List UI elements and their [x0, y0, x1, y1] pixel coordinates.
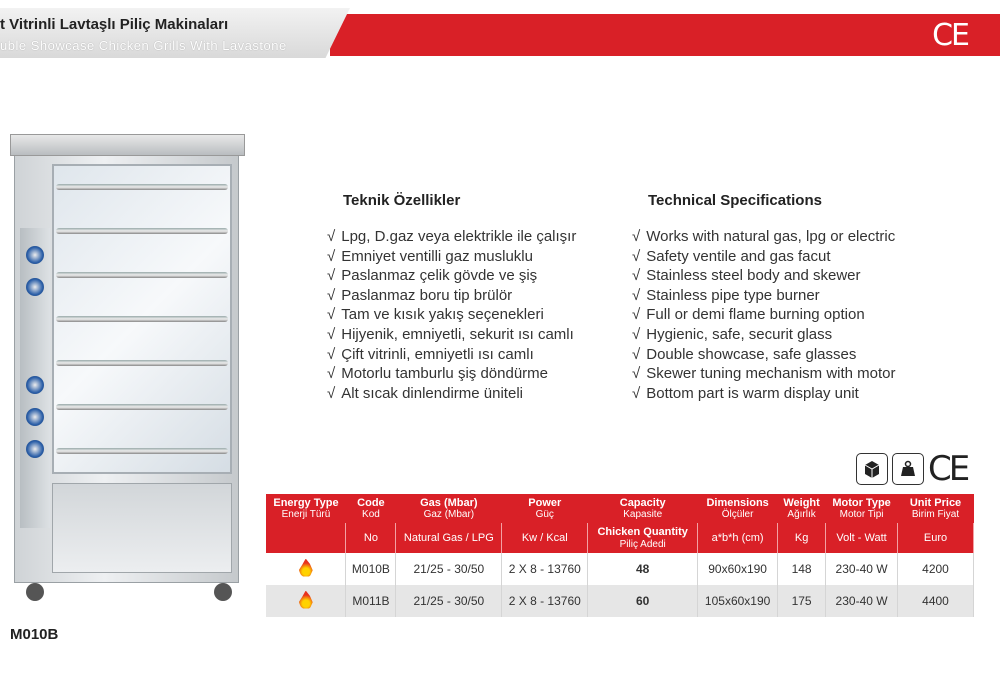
- list-item: √ Full or demi flame burning option: [632, 305, 896, 325]
- flame-icon: [299, 591, 313, 609]
- dimensions-cell: 105x60x190: [698, 585, 778, 617]
- specs-tr-list: [327, 227, 576, 403]
- list-item: √ Paslanmaz çelik gövde ve şiş: [327, 266, 576, 286]
- ce-mark: CE: [928, 449, 968, 489]
- skewer-rod: [56, 360, 228, 366]
- price-cell: 4400: [898, 585, 974, 617]
- motor-cell: 230-40 W: [826, 585, 898, 617]
- flame-icon: [299, 559, 313, 577]
- power-cell: 2 X 8 - 13760: [502, 553, 588, 585]
- list-item: √ Motorlu tamburlu şiş döndürme: [327, 364, 576, 384]
- list-item: √ Lpg, D.gaz veya elektrikle ile çalışır: [327, 227, 576, 247]
- wheel-icon: [214, 583, 232, 601]
- unit-code: No: [346, 523, 396, 553]
- list-item: √ Emniyet ventilli gaz musluklu: [327, 247, 576, 267]
- weight-icon: [892, 453, 924, 485]
- weight-cell: 148: [778, 553, 826, 585]
- product-image: [0, 138, 250, 608]
- certification-badges: [856, 449, 968, 489]
- page-title: t Vitrinli Lavtaşlı Piliç Makinaları: [0, 16, 229, 33]
- weight-cell: 175: [778, 585, 826, 617]
- skewer-rod: [56, 316, 228, 322]
- unit-gas: Natural Gas / LPG: [396, 523, 502, 553]
- price-table: [266, 494, 974, 617]
- list-item: √ Tam ve kısık yakış seçenekleri: [327, 305, 576, 325]
- capacity-cell: 60: [588, 585, 698, 617]
- skewer-rod: [56, 228, 228, 234]
- motor-cell: 230-40 W: [826, 553, 898, 585]
- unit-price: Euro: [898, 523, 974, 553]
- col-code: Code Kod: [346, 494, 396, 523]
- table-header-row: [266, 494, 974, 523]
- gas-knob-icon: [26, 376, 44, 394]
- unit-motor: Volt - Watt: [826, 523, 898, 553]
- col-gas: Gas (Mbar) Gaz (Mbar): [396, 494, 502, 523]
- col-motor-type: Motor Type Motor Tipi: [826, 494, 898, 523]
- code-cell: M010B: [346, 553, 396, 585]
- list-item: √ Alt sıcak dinlendirme üniteli: [327, 384, 576, 404]
- gas-knob-icon: [26, 278, 44, 296]
- col-dimensions: Dimensions Ölçüler: [698, 494, 778, 523]
- list-item: √ Çift vitrinli, emniyetli ısı camlı: [327, 345, 576, 365]
- skewer-rod: [56, 272, 228, 278]
- machine-top: [10, 134, 245, 156]
- wheel-icon: [26, 583, 44, 601]
- gas-knob-icon: [26, 246, 44, 264]
- price-cell: 4200: [898, 553, 974, 585]
- list-item: √ Bottom part is warm display unit: [632, 384, 896, 404]
- table-row: [266, 585, 974, 617]
- unit-weight: Kg: [778, 523, 826, 553]
- specs-en-title: Technical Specifications: [648, 192, 822, 209]
- col-capacity: Capacity Kapasite: [588, 494, 698, 523]
- power-cell: 2 X 8 - 13760: [502, 585, 588, 617]
- unit-power: Kw / Kcal: [502, 523, 588, 553]
- capacity-cell: 48: [588, 553, 698, 585]
- col-energy-type: Energy Type Enerji Türü: [266, 494, 346, 523]
- energy-cell: [266, 553, 346, 585]
- col-weight: Weight Ağırlık: [778, 494, 826, 523]
- skewer-rod: [56, 448, 228, 454]
- specs-en-list: [632, 227, 896, 403]
- gas-knob-icon: [26, 440, 44, 458]
- list-item: √ Skewer tuning mechanism with motor: [632, 364, 896, 384]
- skewer-rod: [56, 404, 228, 410]
- unit-dimensions: a*b*h (cm): [698, 523, 778, 553]
- unit-energy: [266, 523, 346, 553]
- warm-display-unit: [52, 483, 232, 573]
- col-unit-price: Unit Price Birim Fiyat: [898, 494, 974, 523]
- energy-cell: [266, 585, 346, 617]
- list-item: √ Safety ventile and gas facut: [632, 247, 896, 267]
- model-label: M010B: [10, 626, 59, 643]
- list-item: √ Hygienic, safe, securit glass: [632, 325, 896, 345]
- table-units-row: [266, 523, 974, 553]
- code-cell: M011B: [346, 585, 396, 617]
- header-ce-mark: CE: [932, 18, 968, 53]
- box-icon: [856, 453, 888, 485]
- list-item: √ Hijyenik, emniyetli, sekurit ısı camlı: [327, 325, 576, 345]
- table-row: [266, 553, 974, 585]
- list-item: √ Works with natural gas, lpg or electric: [632, 227, 896, 247]
- unit-capacity: Chicken Quantity Piliç Adedi: [588, 523, 698, 553]
- list-item: √ Stainless pipe type burner: [632, 286, 896, 306]
- gas-cell: 21/25 - 30/50: [396, 585, 502, 617]
- specs-tr-title: Teknik Özellikler: [343, 192, 461, 209]
- page-subtitle: uble Showcase Chicken Grills With Lavastone: [0, 38, 287, 53]
- gas-knob-icon: [26, 408, 44, 426]
- dimensions-cell: 90x60x190: [698, 553, 778, 585]
- list-item: √ Stainless steel body and skewer: [632, 266, 896, 286]
- list-item: √ Paslanmaz boru tip brülör: [327, 286, 576, 306]
- gas-cell: 21/25 - 30/50: [396, 553, 502, 585]
- col-power: Power Güç: [502, 494, 588, 523]
- header-red-band: [330, 14, 1000, 56]
- list-item: √ Double showcase, safe glasses: [632, 345, 896, 365]
- skewer-rod: [56, 184, 228, 190]
